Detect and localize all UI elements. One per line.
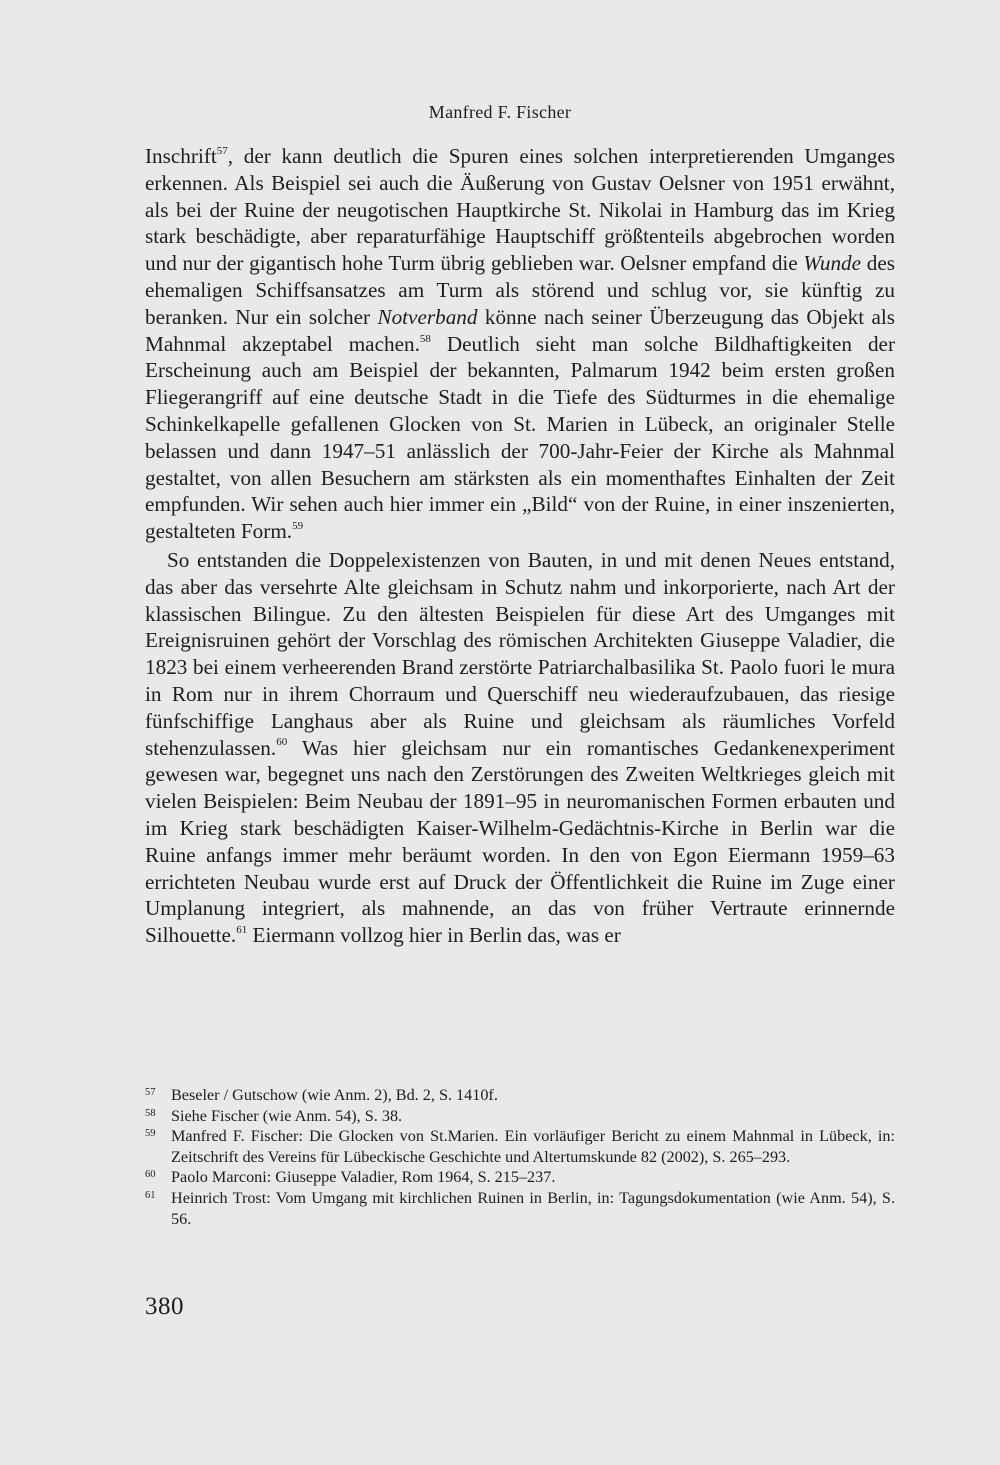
footnote-reference: 60 [276, 736, 288, 749]
page-number: 380 [145, 1293, 184, 1320]
footnote-number: 59 [145, 1128, 156, 1140]
running-head: Manfred F. Fischer [428, 102, 572, 122]
footnote-text: Paolo Marconi: Giuseppe Valadier, Rom 1964, S. 215–237. [171, 1168, 556, 1187]
text-run: könne nach seiner Überzeugung das Objekt als Mahnmal akzeptabel machen. [145, 304, 895, 356]
footnote [145, 1085, 895, 1106]
footnote-number: 58 [145, 1107, 156, 1119]
footnote-text: Siehe Fischer (wie Anm. 54), S. 38. [171, 1106, 403, 1125]
footnote-reference: 61 [236, 924, 248, 937]
paragraph-2 [145, 547, 895, 949]
body-text [145, 143, 895, 949]
footnote-reference: 57 [216, 144, 228, 157]
footnote-text: Heinrich Trost: Vom Umgang mit kirchlichen Ruinen in Berlin, in: Tagungsdokumentation (wie Anm. 54), S. 56. [171, 1188, 895, 1228]
text-run: So entstanden die Doppelexistenzen von Bauten, in und mit denen Neues entstand, das aber das versehrte Alte gleichsam in Schutz nahm und inkorporierte, nach Art der klassischen Bilingue. Zu den ältesten Beispielen für diese Art des Umganges mit Ereignisruinen gehört der Vorschlag des römischen Architekten Giuseppe Valadier, die 1823 bei einem verheerenden Brand zerstörte Patriarchalbasilika St. Paolo fuori le mura in Rom nur in ihrem Chorraum und Querschiff neu wiederaufzubauen, das riesige fünfschiffige Langhaus aber als Ruine und gleichsam als räumliches Vorfeld stehenzulassen. [145, 547, 895, 760]
footnote-number: 57 [145, 1087, 156, 1098]
footnote-reference: 59 [292, 520, 304, 533]
text-run: Deutlich sieht man solche Bildhaftigkeiten der Erscheinung auch am Beispiel der bekannten, Palmarum 1942 beim ersten großen Fliegerangriff auf eine deutsche Stadt in die Tiefe des Südturmes in die ehemalige Schinkelkapelle gefallenen Glocken von St. Marien in Lübeck, an originaler Stelle belassen und dann 1947–51 anlässlich der 700-Jahr-Feier der Kirche als Mahnmal gestaltet, von allen Besuchern am stärksten als ein momenthaftes Einhalten der Zeit empfunden. Wir sehen auch hier immer ein „Bild“ von der Ruine, in einer inszenierten, gestalteten Form. [145, 331, 895, 544]
footnote-reference: 58 [419, 332, 431, 345]
text-run: Inschrift [145, 144, 217, 168]
text-run: Was hier gleichsam nur ein romantisches Gedankenexperiment gewesen war, begegnet uns nach den Zerstörungen des Zweiten Weltkrieges gleich mit vielen Beispielen: Beim Neubau der 1891–95 in neuromanischen Formen erbauten und im Krieg stark beschädigten Kaiser-Wilhelm-Gedächtnis-Kirche in Berlin war die Ruine anfangs immer mehr beräumt worden. In den von Egon Eiermann 1959–63 errichteten Neubau wurde erst auf Druck der Öffentlichkeit die Ruine im Zuge einer Umplanung integriert, als mahnende, an das von früher Vertraute erinnernde Silhouette. [145, 735, 895, 948]
footnote [145, 1167, 895, 1188]
text-run: , der kann deutlich die Spuren eines solchen interpretierenden Umganges erkennen. Als Beispiel sei auch die Äußerung von Gustav Oelsner von 1951 erwähnt, als bei der Ruine der neugotischen Hauptkirche St. Nikolai in Hamburg das im Krieg stark beschädigte, aber reparaturfähige Hauptschiff größtenteils abgebrochen worden und nur der gigantisch hohe Turm übrig geblieben war. Oelsner empfand die [145, 144, 895, 276]
footnote-text: Manfred F. Fischer: Die Glocken von St.Marien. Ein vorläufiger Bericht zu einem Mahnmal in Lübeck, in: Zeitschrift des Vereins für Lübeckische Geschichte und Altertumskunde 82 (2002), S. 265–293. [171, 1127, 895, 1166]
footnote-number: 61 [145, 1189, 156, 1201]
footnote [145, 1126, 895, 1167]
paragraph-1 [145, 143, 895, 545]
text-run: des ehemaligen Schiffsansatzes am Turm als störend und schlug vor, sie künftig zu beranken. Nur ein solcher [145, 251, 895, 329]
emphasized-text: Notverband [377, 304, 478, 329]
footnotes [145, 1085, 895, 1229]
footnote [145, 1188, 895, 1229]
footnote-text: Beseler / Gutschow (wie Anm. 2), Bd. 2, S. 1410f. [171, 1086, 498, 1104]
footnote [145, 1106, 895, 1127]
emphasized-text: Wunde [803, 251, 862, 276]
text-run: Eiermann vollzog hier in Berlin das, was er [247, 923, 621, 948]
footnote-number: 60 [145, 1169, 156, 1181]
